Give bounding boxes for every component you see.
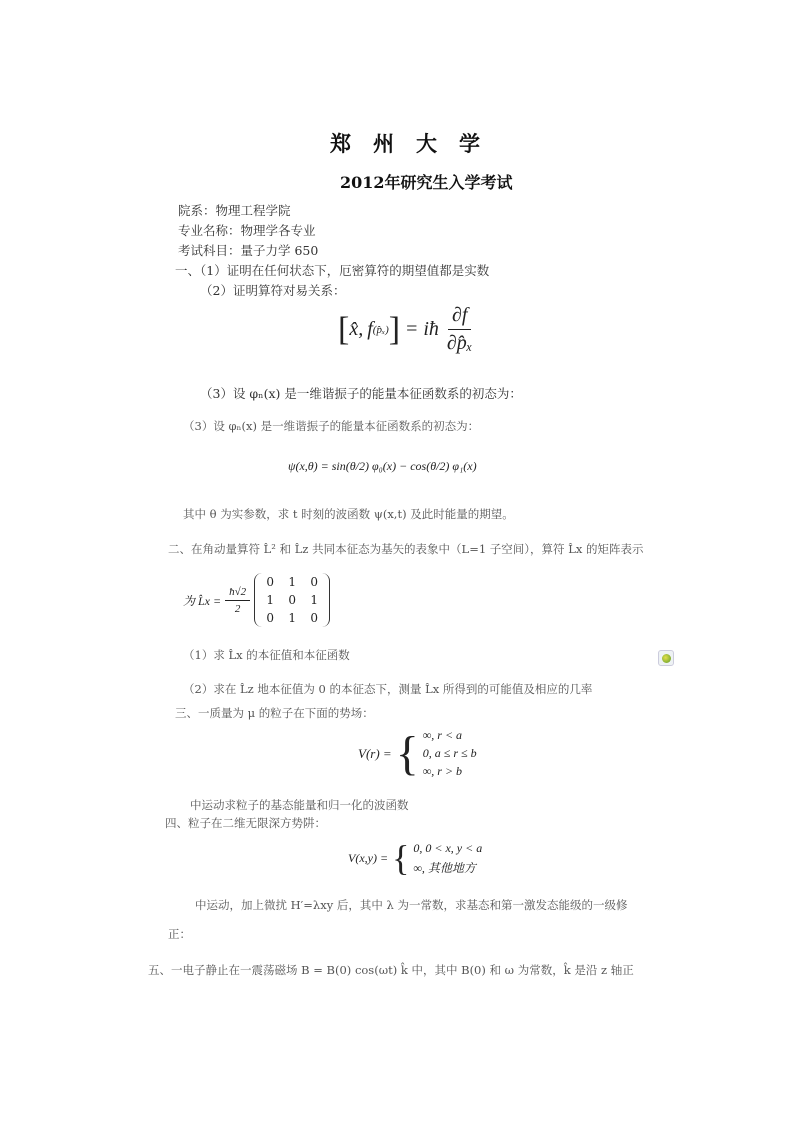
matrix-cell: 0 [266, 611, 274, 625]
fraction-denominator: ∂p̂ₓ [446, 332, 473, 354]
q4-intro: 四、粒子在二维无限深方势阱： [165, 816, 326, 830]
potential-label: V(x,y) = [348, 850, 389, 865]
q3-potential [358, 728, 477, 779]
coefficient-denominator: 2 [234, 602, 241, 615]
lx-matrix [254, 573, 330, 627]
q1-part3-c: 其中 θ 为实参数，求 t 时刻的波函数 ψ(x,t) 及此时能量的期望。 [183, 507, 514, 521]
q2-part2: （2）求在 L̂z 地本征值为 0 的本征态下，测量 L̂x 所得到的可能值及相应的几率 [183, 682, 593, 696]
q1-part3-b: （3）设 φₙ(x) 是一维谐振子的能量本征函数系的初态为： [183, 419, 480, 433]
matrix-cell: 1 [266, 593, 274, 607]
left-brace: { [392, 838, 410, 878]
partial-fraction [443, 304, 477, 355]
potential-label: V(r) = [358, 745, 392, 761]
lx-prefix: 为 L̂x = [183, 593, 222, 608]
q1-part2: （2）证明算符对易关系： [200, 283, 346, 298]
q3-intro: 三、一质量为 μ 的粒子在下面的势场： [175, 706, 374, 720]
q5-intro: 五、一电子静止在一震荡磁场 B = B(0) cos(ωt) k̂ 中，其中 B(0) 和 ω 为常数，k̂ 是沿 z 轴正 [148, 963, 634, 977]
psi-formula: ψ(x,θ) = sin(θ/2) φ₀(x) − cos(θ/2) φ₁(x) [288, 459, 477, 473]
q2-intro: 二、在角动量算符 L̂² 和 L̂z 共同本征态为基矢的表象中（L=1 子空间），算符 L̂x 的矩阵表示 [168, 542, 644, 556]
equals-sign: = [406, 318, 418, 340]
matrix-cell: 0 [310, 611, 318, 625]
f-symbol: f [367, 318, 373, 340]
refresh-icon[interactable] [658, 650, 674, 666]
q3-tail: 中运动求粒子的基态能量和归一化的波函数 [190, 798, 409, 812]
x-hat: x̂ [349, 318, 359, 340]
coefficient-fraction [225, 586, 250, 615]
coefficient-numerator: ħ√2 [225, 586, 250, 601]
case-row: ∞, r > b [422, 764, 463, 778]
bracket-close: ] [388, 310, 401, 348]
fraction-numerator: ∂f [448, 304, 471, 330]
f-subscript: (p̂ₓ) [372, 323, 389, 336]
matrix-cell: 0 [288, 593, 296, 607]
subject-line: 考试科目：量子力学 650 [178, 243, 319, 258]
q2-part1: （1）求 L̂x 的本征值和本征函数 [183, 648, 350, 662]
university-title: 郑州大学 [330, 131, 502, 156]
q4-body: 中运动，加上微扰 H′=λxy 后，其中 λ 为一常数，求基态和第一激发态能级的一级修 [195, 898, 628, 912]
potential-cases [423, 728, 477, 779]
comma: , [358, 318, 364, 340]
matrix-cell: 0 [310, 575, 318, 589]
matrix-cell: 1 [288, 575, 296, 589]
q4-potential [348, 840, 482, 876]
q1-part3-a: （3）设 φₙ(x) 是一维谐振子的能量本征函数系的初态为： [200, 386, 522, 401]
commutator-formula [338, 304, 480, 355]
exam-title: 2012年研究生入学考试 [340, 173, 513, 192]
lx-matrix-expression [183, 573, 330, 627]
q4-body-end: 正： [168, 927, 191, 941]
refresh-icon-glyph [662, 654, 671, 663]
case-row: ∞, r < a [422, 728, 463, 742]
bracket-open: [ [338, 310, 350, 348]
department-line: 院系：物理工程学院 [178, 203, 291, 218]
major-line: 专业名称：物理学各专业 [178, 223, 316, 238]
matrix-cell: 1 [310, 593, 318, 607]
left-brace: { [395, 726, 419, 780]
case-row: 0, 0 < x, y < a [413, 840, 483, 855]
matrix-cell: 1 [288, 611, 296, 625]
matrix-cell: 0 [266, 575, 274, 589]
case-row: ∞, 其他地方 [413, 860, 476, 875]
case-row: 0, a ≤ r ≤ b [422, 746, 477, 760]
q1-part1: 一、（1）证明在任何状态下，厄密算符的期望值都是实数 [175, 263, 490, 278]
i-hbar: iħ [423, 318, 439, 340]
potential-cases [413, 841, 482, 876]
